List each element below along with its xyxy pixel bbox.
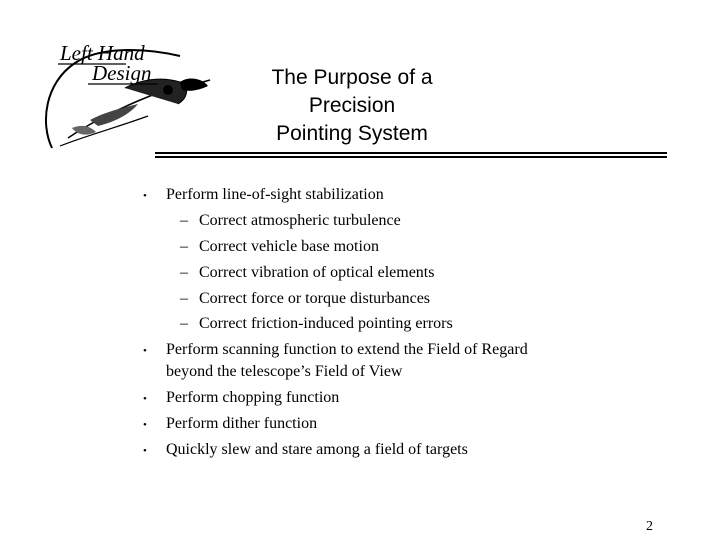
list-item-text: Perform line-of-sight stabilization — [166, 186, 384, 203]
sub-list-item-text: Correct friction-induced pointing errors — [199, 315, 453, 332]
bullet-marker: • — [143, 445, 147, 457]
list-item-text: Perform scanning function to extend the Field of Regard — [166, 341, 528, 358]
bullet-marker: • — [143, 419, 147, 431]
list-item-text: Perform dither function — [166, 415, 318, 432]
dash-marker: – — [180, 290, 188, 307]
bullet-marker: • — [143, 393, 147, 405]
dash-marker: – — [180, 212, 188, 229]
bullet-marker: • — [143, 345, 147, 357]
sub-list-item-text: Correct vibration of optical elements — [199, 264, 435, 281]
list-item-text: Quickly slew and stare among a field of targets — [166, 441, 468, 458]
dash-marker: – — [180, 264, 188, 281]
title-line-1: The Purpose of a Precision — [271, 66, 433, 117]
bullet-marker: • — [143, 190, 147, 202]
title-line-2: Pointing System — [276, 122, 428, 145]
logo-text-line1: Left Hand — [60, 41, 145, 65]
page-number: 2 — [646, 519, 653, 534]
list-item-continuation-text: beyond the telescope’s Field of View — [166, 363, 403, 380]
dash-marker: – — [180, 315, 188, 332]
sub-list-item-text: Correct atmospheric turbulence — [199, 212, 401, 229]
list-item-text: Perform chopping function — [166, 389, 340, 406]
dash-marker: – — [180, 238, 188, 255]
sub-list-item-text: Correct vehicle base motion — [199, 238, 379, 255]
logo-text-line2: Design — [92, 61, 152, 85]
sub-list-item-text: Correct force or torque disturbances — [199, 290, 431, 307]
